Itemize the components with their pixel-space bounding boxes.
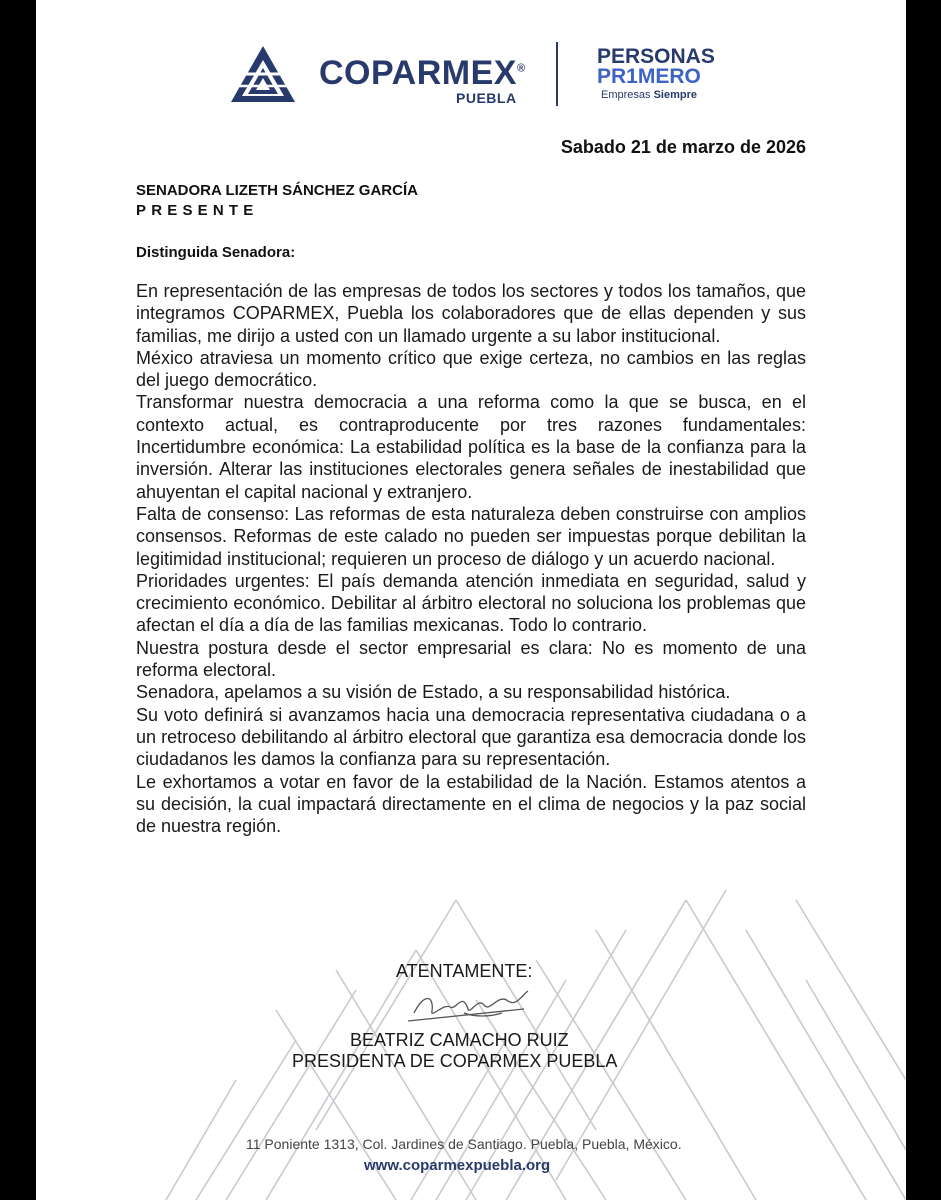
body-paragraph: Le exhortamos a votar en favor de la estabilidad de la Nación. Estamos atentos a su decisión, la cual impactará directamente en el clima de negocios y la paz social de nuestra región. — [136, 771, 806, 837]
letter-body — [136, 280, 806, 837]
recipient-presente: PRESENTE — [136, 202, 259, 219]
body-paragraph: Transformar nuestra democracia a una reforma como la que se busca, en el contexto actual, es contraproducente por tres razones fundamentales: Incertidumbre económica: La estabilidad política es la base de la confianza para la inversión. Alterar las instituciones electorales genera señales de inestabilidad que ahuyentan el capital nacional y extranjero. — [136, 392, 806, 502]
salutation: Distinguida Senadora: — [136, 244, 296, 261]
body-paragraph: México atraviesa un momento crítico que exige certeza, no cambios en las reglas del juego democrático. — [136, 347, 806, 391]
body-paragraph: Falta de consenso: Las reformas de esta naturaleza deben construirse con amplios consensos. Reformas de este calado no pueden ser impuestas porque debilitan la legitimidad institucional; requieren un proceso de diálogo y un acuerdo nacional. — [136, 503, 806, 569]
slogan-personas: PERSONAS — [597, 45, 715, 68]
brand-name: COPARMEX® — [319, 54, 526, 92]
footer-website: www.coparmexpuebla.org — [364, 1157, 551, 1174]
body-paragraph: En representación de las empresas de todos los sectores y todos los tamaños, que integramos COPARMEX, Puebla los colaboradores que de ellas dependen y sus familias, me dirijo a usted con un llamado urgente a su labor institucional. — [136, 281, 806, 346]
body-paragraph: Senadora, apelamos a su visión de Estado, a su responsabilidad histórica. — [136, 682, 731, 703]
body-paragraph: Prioridades urgentes: El país demanda atención inmediata en seguridad, salud y crecimiento económico. Debilitar al árbitro electoral no soluciona los problemas que afectan el día a día de las familias mexicanas. Todo lo contrario. — [136, 570, 806, 636]
body-paragraph: Su voto definirá si avanzamos hacia una democracia representativa ciudadana o a un retroceso debilitando al árbitro electoral que garantiza esa democracia donde los ciudadanos les damos la confianza para su representación. — [136, 704, 806, 770]
letter-page — [36, 0, 906, 1200]
body-paragraph: Nuestra postura desde el sector empresarial es clara: No es momento de una reforma electoral. — [136, 637, 806, 681]
slogan-primero: PR1MERO — [597, 65, 701, 88]
letterhead-divider — [556, 42, 558, 106]
footer-address: 11 Poniente 1313, Col. Jardines de Santiago. Puebla, Puebla, México. — [246, 1136, 682, 1152]
coparmex-logo-icon — [229, 44, 297, 106]
recipient-name: SENADORA LIZETH SÁNCHEZ GARCÍA — [136, 182, 418, 199]
signer-title: PRESIDENTA DE COPARMEX PUEBLA — [292, 1051, 618, 1071]
brand-city: PUEBLA — [456, 90, 517, 106]
signer-name: BEATRIZ CAMACHO RUIZ — [350, 1030, 569, 1050]
slogan-tagline: Empresas Siempre — [601, 89, 698, 101]
letter-date: Sabado 21 de marzo de 2026 — [560, 137, 806, 157]
handwritten-signature-icon — [404, 983, 534, 1027]
closing-phrase: ATENTAMENTE: — [396, 961, 533, 981]
